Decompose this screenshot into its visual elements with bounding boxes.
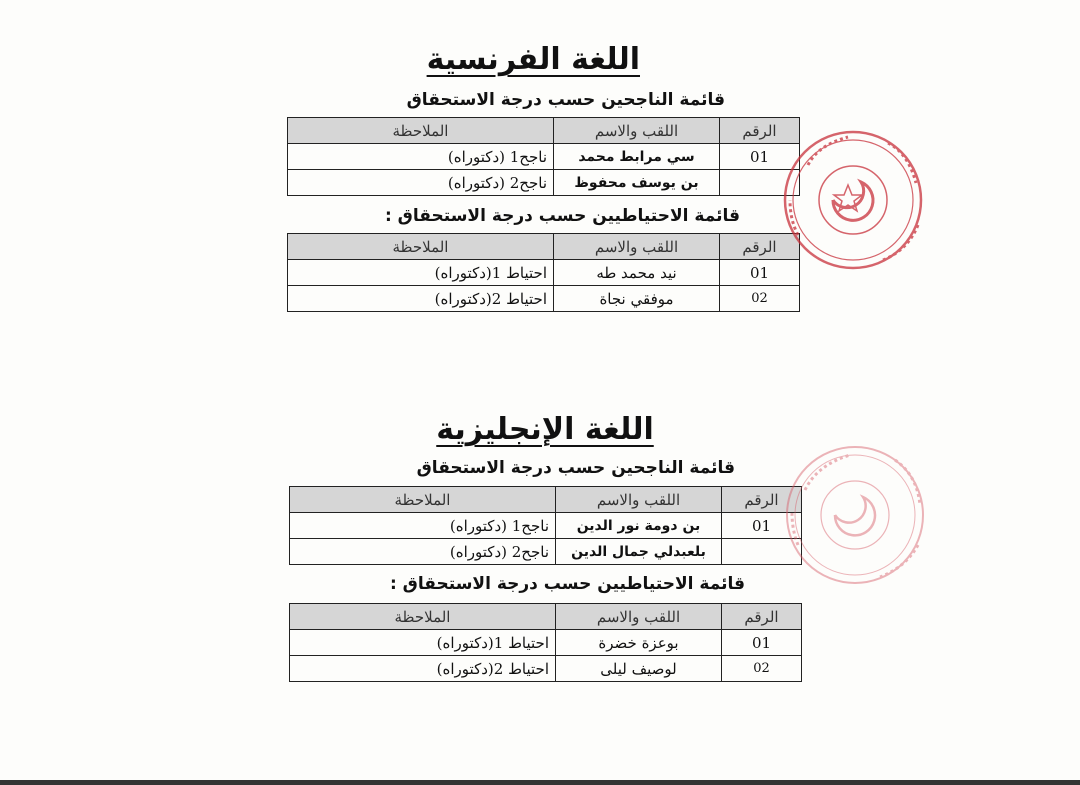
row-note: احتياط 1(دكتوراه)	[288, 260, 554, 286]
table-row	[290, 630, 802, 656]
official-stamp-icon	[778, 125, 928, 275]
reserves-table-french	[287, 233, 800, 312]
winners-heading-french: قائمة الناجحين حسب درجة الاستحقاق	[406, 90, 725, 110]
header-note: الملاحظة	[288, 118, 554, 144]
row-num: 01	[720, 144, 800, 170]
table-header-row	[288, 118, 800, 144]
header-note: الملاحظة	[290, 487, 556, 513]
table-row	[288, 286, 800, 312]
section-title-french: اللغة الفرنسية	[426, 42, 640, 77]
header-num: الرقم	[722, 487, 802, 513]
header-num: الرقم	[720, 118, 800, 144]
header-num: الرقم	[722, 604, 802, 630]
row-note: احتياط 2(دكتوراه)	[288, 286, 554, 312]
row-num: 01	[722, 513, 802, 539]
section-title-english: اللغة الإنجليزية	[436, 412, 654, 447]
row-name: لوصيف ليلى	[556, 656, 722, 682]
row-num: 02	[720, 286, 800, 312]
row-name: بن يوسف محفوظ	[554, 170, 720, 196]
row-name: نيد محمد طه	[554, 260, 720, 286]
header-num: الرقم	[720, 234, 800, 260]
winners-table-english	[289, 486, 802, 565]
winners-heading-english: قائمة الناجحين حسب درجة الاستحقاق	[416, 458, 735, 478]
row-name: بن دومة نور الدين	[556, 513, 722, 539]
row-name: بلعبدلي جمال الدين	[556, 539, 722, 565]
row-note: ناجح2 (دكتوراه)	[288, 170, 554, 196]
header-note: الملاحظة	[290, 604, 556, 630]
header-name: اللقب والاسم	[556, 487, 722, 513]
row-num: 01	[720, 260, 800, 286]
table-header-row	[290, 604, 802, 630]
row-note: ناجح1 (دكتوراه)	[290, 513, 556, 539]
header-name: اللقب والاسم	[554, 118, 720, 144]
table-row	[290, 656, 802, 682]
row-note: احتياط 2(دكتوراه)	[290, 656, 556, 682]
table-row	[290, 539, 802, 565]
row-name: سي مرابط محمد	[554, 144, 720, 170]
table-row	[288, 260, 800, 286]
header-note: الملاحظة	[288, 234, 554, 260]
row-note: ناجح1 (دكتوراه)	[288, 144, 554, 170]
row-name: موفقي نجاة	[554, 286, 720, 312]
row-num: 01	[722, 630, 802, 656]
table-row	[290, 513, 802, 539]
table-row	[288, 144, 800, 170]
winners-table-french	[287, 117, 800, 196]
row-name: بوعزة خضرة	[556, 630, 722, 656]
table-row	[288, 170, 800, 196]
row-note: احتياط 1(دكتوراه)	[290, 630, 556, 656]
reserves-heading-english: قائمة الاحتياطيين حسب درجة الاستحقاق :	[389, 574, 745, 594]
reserves-table-english	[289, 603, 802, 682]
row-note: ناجح2 (دكتوراه)	[290, 539, 556, 565]
reserves-heading-french: قائمة الاحتياطيين حسب درجة الاستحقاق :	[384, 206, 740, 226]
row-num: 02	[722, 656, 802, 682]
table-header-row	[288, 234, 800, 260]
table-header-row	[290, 487, 802, 513]
bottom-border	[0, 780, 1080, 785]
official-stamp-faded-icon	[780, 440, 930, 590]
header-name: اللقب والاسم	[556, 604, 722, 630]
header-name: اللقب والاسم	[554, 234, 720, 260]
